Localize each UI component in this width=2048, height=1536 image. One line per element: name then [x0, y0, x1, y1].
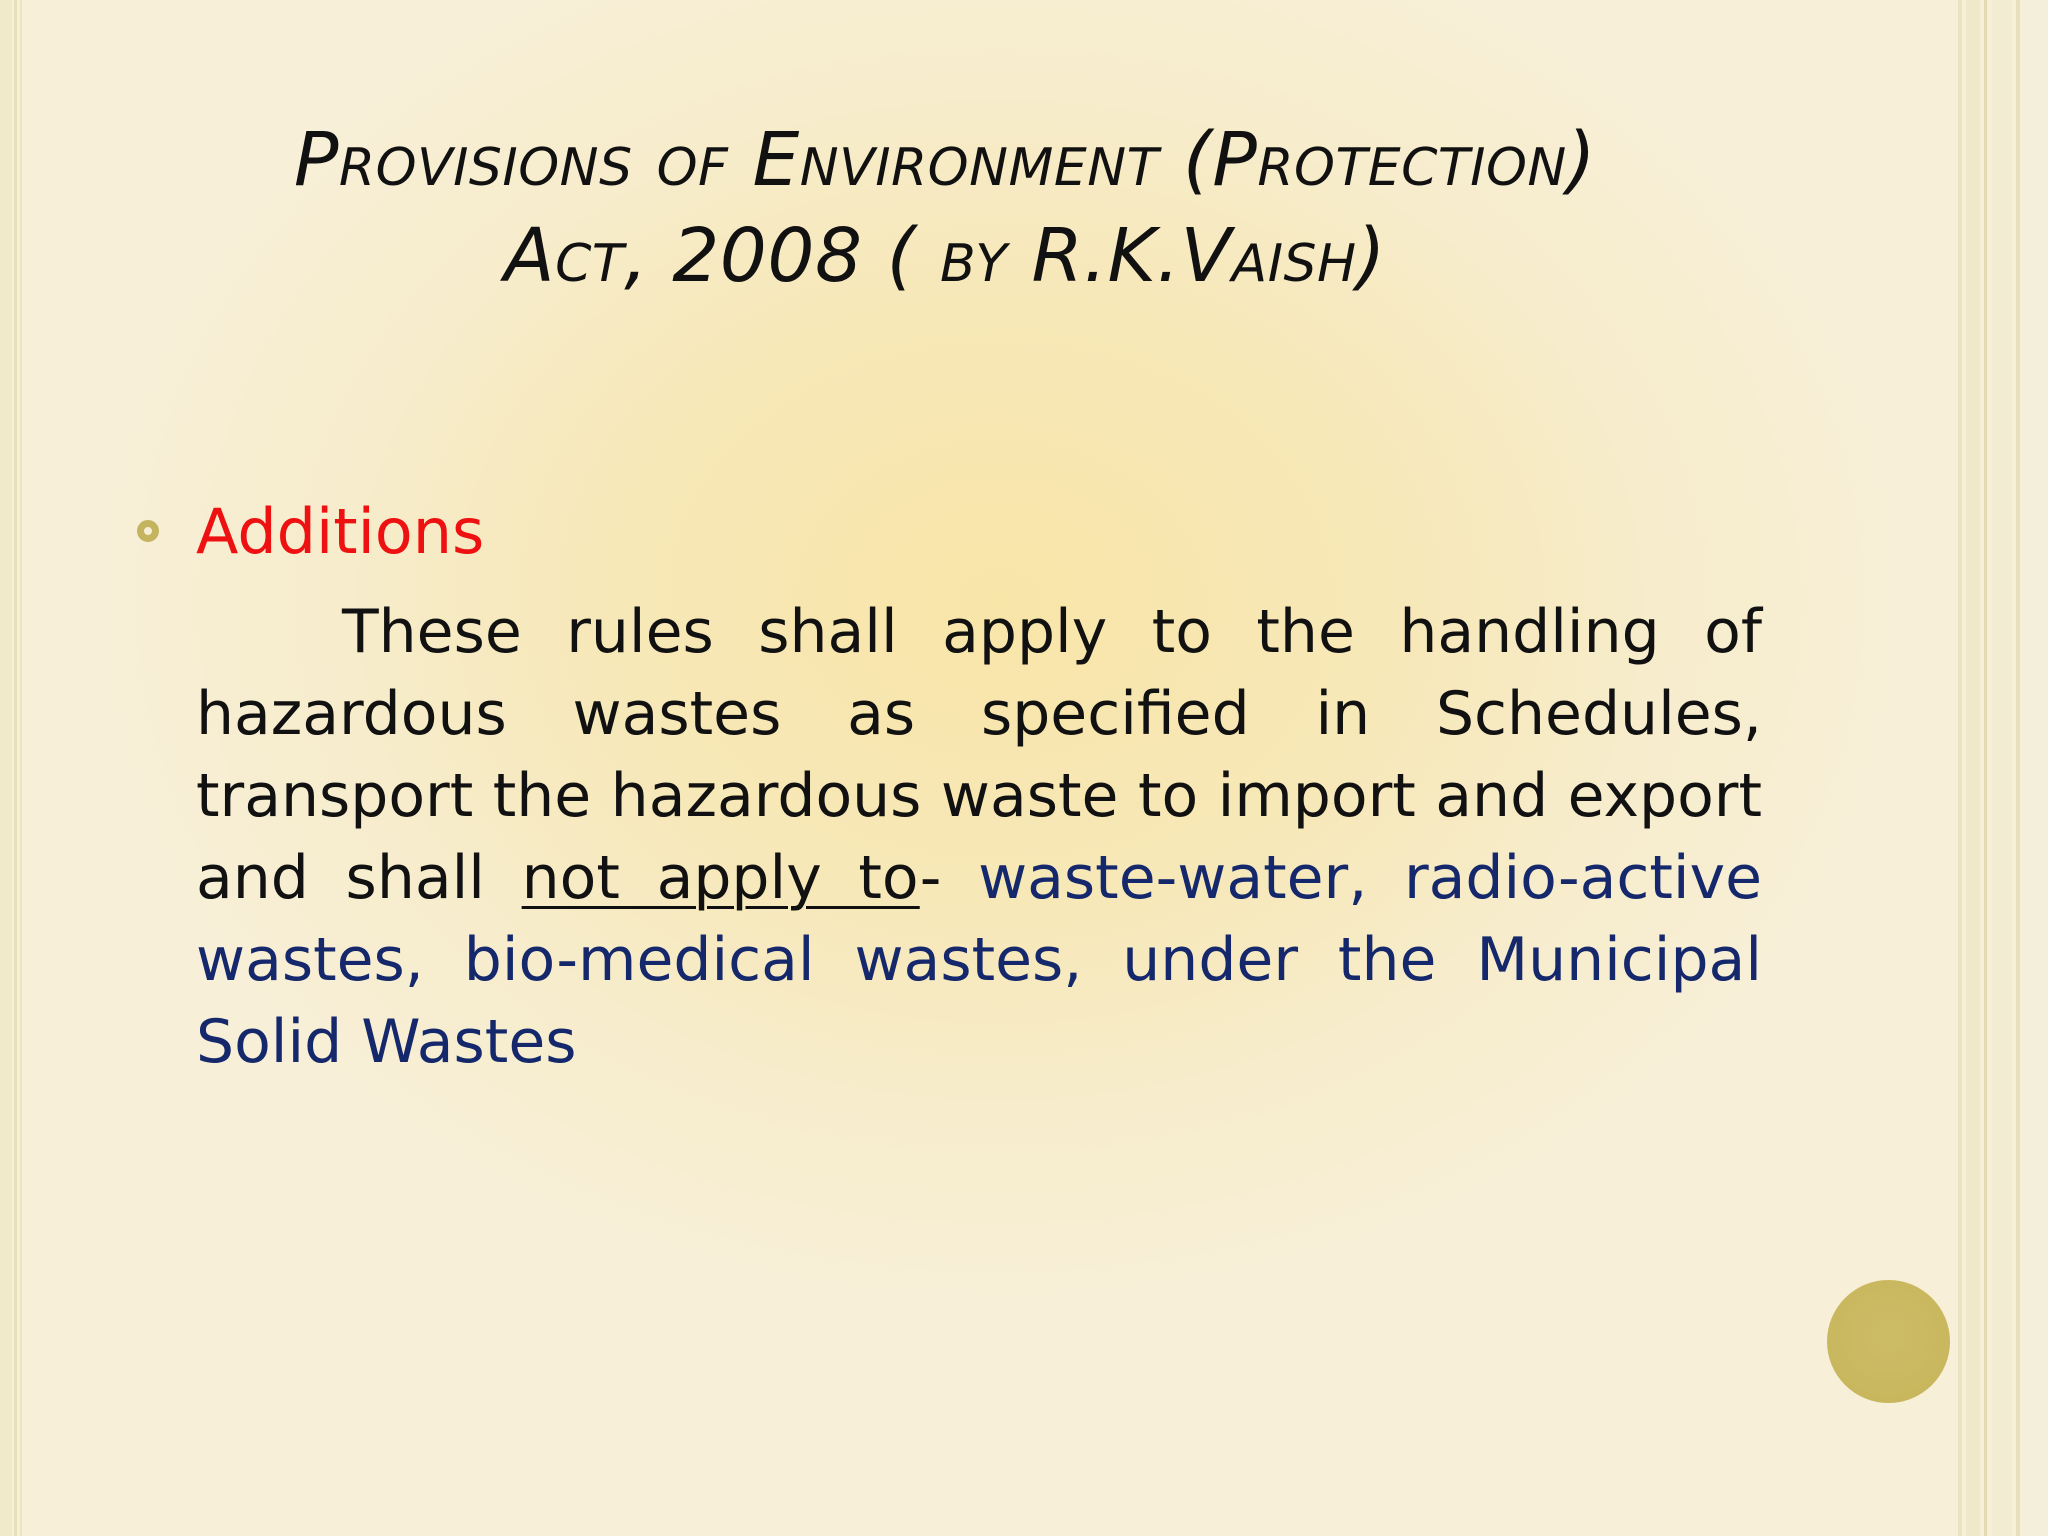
body-paragraph [196, 591, 1762, 1083]
frame-stripe [1958, 0, 1962, 1536]
slide-title [120, 112, 1770, 304]
ring-bullet-icon [137, 520, 159, 542]
paragraph-text: These rules shall apply to the handling of hazardous wastes as specified in Schedules, transport the hazardous waste to import and export and shall [196, 597, 1762, 913]
bullet-heading: Additions [196, 495, 485, 568]
slide-title-line-2: Act, 2008 ( by R.K.Vaish) [503, 213, 1387, 299]
frame-stripe [20, 0, 22, 1536]
frame-stripe [0, 0, 12, 1536]
gold-circle-icon [1827, 1280, 1950, 1403]
frame-stripe [2016, 0, 2020, 1536]
slide-title-line-1: Provisions of Environment (Protection) [293, 117, 1597, 203]
underlined-phrase: not apply to [521, 843, 920, 913]
frame-stripe [1992, 0, 2012, 1536]
frame-stripe [1984, 0, 1987, 1536]
exclusions-text: waste-water, radio-active wastes, bio-medical wastes, under the Municipal Solid Wastes [196, 843, 1763, 1077]
frame-stripe [14, 0, 17, 1536]
frame-stripe [1966, 0, 1980, 1536]
paragraph-dash: - [919, 843, 979, 913]
frame-stripe [2024, 0, 2048, 1536]
